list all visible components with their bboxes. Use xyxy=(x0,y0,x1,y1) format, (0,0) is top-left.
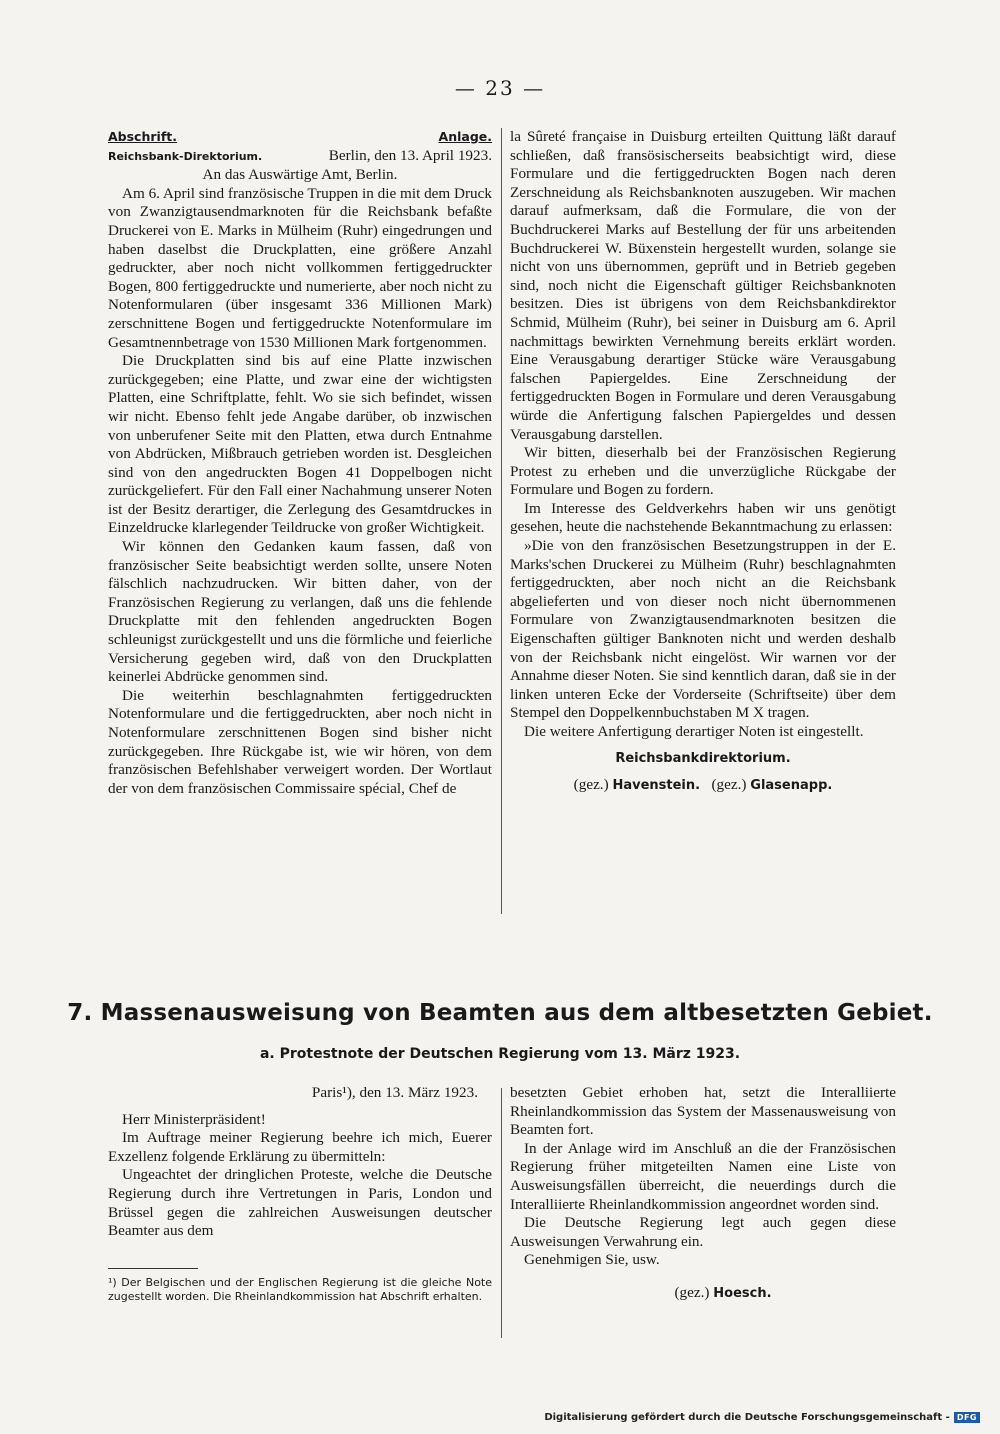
letter-header-row xyxy=(108,128,492,147)
note-paragraph: Ungeachtet der dringlichen Proteste, welche die Deutsche Regierung durch ihre Vertretungen in Paris, London und Brüssel gegen die zahlreichen Ausweisungen deutscher Beamter aus dem xyxy=(108,1166,492,1240)
digitization-text: Digitalisierung gefördert durch die Deutsche Forschungsgemeinschaft - xyxy=(544,1412,950,1423)
signature-names xyxy=(510,776,896,796)
note-paragraph: In der Anlage wird im Anschluß an die der Französischen Regierung früher mitgeteilten Namen eine Liste von Ausweisungsfällen überreicht, die neuerdings durch die Interalliierte Rheinlandkommission angeordnet worden sind. xyxy=(510,1139,896,1213)
signature-hoesch: Hoesch. xyxy=(713,1285,772,1301)
note-signature xyxy=(510,1284,896,1304)
note-left-column xyxy=(108,1084,492,1241)
letter-paragraph: Im Interesse des Geldverkehrs haben wir uns genötigt gesehen, heute die nachstehende Bekanntmachung zu erlassen: xyxy=(510,499,896,536)
note-paragraph: Die Deutsche Regierung legt auch gegen diese Ausweisungen Verwahrung ein. xyxy=(510,1214,896,1250)
dfg-logo-icon: DFG xyxy=(954,1412,980,1423)
footnote: ¹) Der Belgischen und der Englischen Regierung ist die gleiche Note zugestellt worden. Die Rheinlandkommission hat Abschrift erhalten. xyxy=(108,1276,492,1303)
letter-place-date: Berlin, den 13. April 1923. xyxy=(328,146,492,164)
signature-gez: (gez.) xyxy=(711,776,747,794)
column-divider xyxy=(501,1088,502,1338)
letter-paragraph: Die Druckplatten sind bis auf eine Platte inzwischen zurückgegeben; eine Platte, und zwar eine der wichtigsten Platten, eine Schriftplatte, fehlt. Wo sie sich befindet, wissen wir nicht. Ebenso fehlt jede Angabe darüber, ob inzwischen von unberufener Seite mit den Platten, etwa durch Entnahme von Abdrücken, Mißbrauch getrieben worden ist. Desgleichen sind von den angedruckten Bogen 41 Doppelbogen nicht zurückgeliefert. Für den Fall einer Nachahmung unserer Noten ist der Besitz derartiger, die Zerlegung des Gesamtdruckes in Einzeldrucke klarlegender Teildrucke von großer Wichtigkeit. xyxy=(108,352,492,537)
sender-name: Reichsbank-Direktorium. xyxy=(108,149,263,163)
signature-organization: Reichsbankdirektorium. xyxy=(615,750,791,766)
footnote-rule xyxy=(108,1268,198,1269)
announcement-paragraph: »Die von den französischen Besetzungstruppen in der E. Marks'schen Druckerei zu Mülheim (Ruhr) beschlagnahmten fertiggedruckten, aber noch nicht an die Reichsbank abgelieferten und von dieser noch nicht übernommenen Formulare von Zwanzigtausendmarknoten besitzen die Eigenschaften gültiger Banknoten nicht und werden deshalb von der Reichsbank nicht eingelöst. Wir warnen vor der Annahme dieser Noten. Sie sind kenntlich daran, daß sie in der linken unteren Ecke der Vorderseite (Schriftseite) über dem Stempel den Doppelkennbuchstaben M X tragen. xyxy=(510,537,896,722)
signature-glasenapp: Glasenapp. xyxy=(750,778,833,794)
note-salutation: Herr Ministerpräsident! xyxy=(122,1110,266,1128)
digitization-note xyxy=(544,1412,980,1423)
letter-left-column xyxy=(108,128,492,798)
note-right-column xyxy=(510,1084,896,1304)
letter-paragraph: Am 6. April sind französische Truppen in die mit dem Druck von Zwanzigtausendmarknoten für die Reichsbank befaßte Druckerei von E. Marks in Mülheim (Ruhr) eingedrungen und haben daselbst die Druckplatten, eine größere Anzahl gedruckter, aber noch nicht vollkommen fertiggedruckter Bogen, 800 fertiggedruckte und numerierte, aber noch nicht zu Notenformularen (über insgesamt 336 Millionen Mark) zerschnittene Bogen und fertiggedruckte Notenformulare im Gesamtnennbetrage von 1530 Millionen Mark fortgenommen. xyxy=(108,184,492,351)
signature-gez: (gez.) xyxy=(674,1283,710,1301)
letter-paragraph: Wir bitten, dieserhalb bei der Französischen Regierung Protest zu erheben und die unverzügliche Rückgabe der Formulare und Bogen zu fordern. xyxy=(510,444,896,499)
letter-right-column xyxy=(510,128,896,796)
letter-paragraph: Wir können den Gedanken kaum fassen, daß von französischer Seite beabsichtigt werden sollte, unsere Noten fälschlich nachzudrucken. Wir bitten daher, von der Französischen Regierung zu verlangen, daß uns die fehlende Druckplatte mit den fehlenden angedruckten Bogen schleunigst zurückgestellt und uns die förmliche und feierliche Versicherung gegeben wird, daß von den Druckplatten keinerlei Abdrücke genommen sind. xyxy=(108,538,492,686)
sender-row xyxy=(108,147,492,167)
section-subtitle: a. Protestnote der Deutschen Regierung vom 13. März 1923. xyxy=(259,1046,741,1062)
letter-paragraph: Die weiterhin beschlagnahmten fertiggedruckten Notenformulare und die fertiggedruckten, aber noch nicht in Notenformulare zerschnittenen Bogen sind bisher nicht zurückgegeben. Ihre Rückgabe ist, wie wir hören, von dem französischen Befehlshaber verweigert worden. Der Wortlaut der von dem französischen Commissaire spécial, Chef de xyxy=(108,686,492,797)
page-number: — 23 — xyxy=(454,76,546,100)
note-place-date: Paris¹), den 13. März 1923. xyxy=(311,1084,478,1101)
note-closing: Genehmigen Sie, usw. xyxy=(524,1251,660,1269)
letter-paragraph: Die weitere Anfertigung derartiger Noten ist eingestellt. xyxy=(524,723,864,740)
signature-havenstein: Havenstein. xyxy=(612,778,701,794)
letter-paragraph: la Sûreté française in Duisburg erteilten Quittung läßt darauf schließen, daß fransösischerseits beabsichtigt wird, diese Formulare und die fertiggedruckten Bogen nach deren Zerschneidung als Reichsbanknoten auszugeben. Wir machen darauf aufmerksam, daß die Formulare, die von der Buchdruckerei Marks auf Bestellung der für uns arbeitenden Buchdruckerei W. Büxenstein hergestellt wurden, solange sie nicht von uns übernommen, geprüft und in Betrieb gegeben sind, noch nicht die Eigenschaft gültiger Reichsbanknoten besitzen. Dies ist übrigens von dem Reichsbankdirektor Schmid, Mülheim (Ruhr), bei seiner in Duisburg am 6. April nachmittags bewirkten Vernehmung bereits erklärt worden. Eine Verausgabung derartiger Stücke wäre Verausgabung falschen Papiergeldes. Eine Zerschneidung der fertiggedruckten Bogen in Formulare und deren Verausgabung würde die Anfertigung falschen Papiergeldes und dessen Verausgabung darstellen. xyxy=(510,128,896,443)
note-paragraph: Im Auftrage meiner Regierung beehre ich mich, Euerer Exzellenz folgende Erklärung zu übermitteln: xyxy=(108,1129,492,1165)
abschrift-label: Abschrift. xyxy=(108,129,177,144)
column-divider xyxy=(501,128,502,914)
letter-addressee: An das Auswärtige Amt, Berlin. xyxy=(202,166,398,184)
anlage-label: Anlage. xyxy=(438,129,492,144)
signature-gez: (gez.) xyxy=(573,776,609,794)
note-paragraph: besetzten Gebiet erhoben hat, setzt die Interalliierte Rheinlandkommission das System der Massenausweisung von Beamten fort. xyxy=(510,1084,896,1139)
section-title: 7. Massenausweisung von Beamten aus dem altbesetzten Gebiet. xyxy=(67,1000,933,1026)
